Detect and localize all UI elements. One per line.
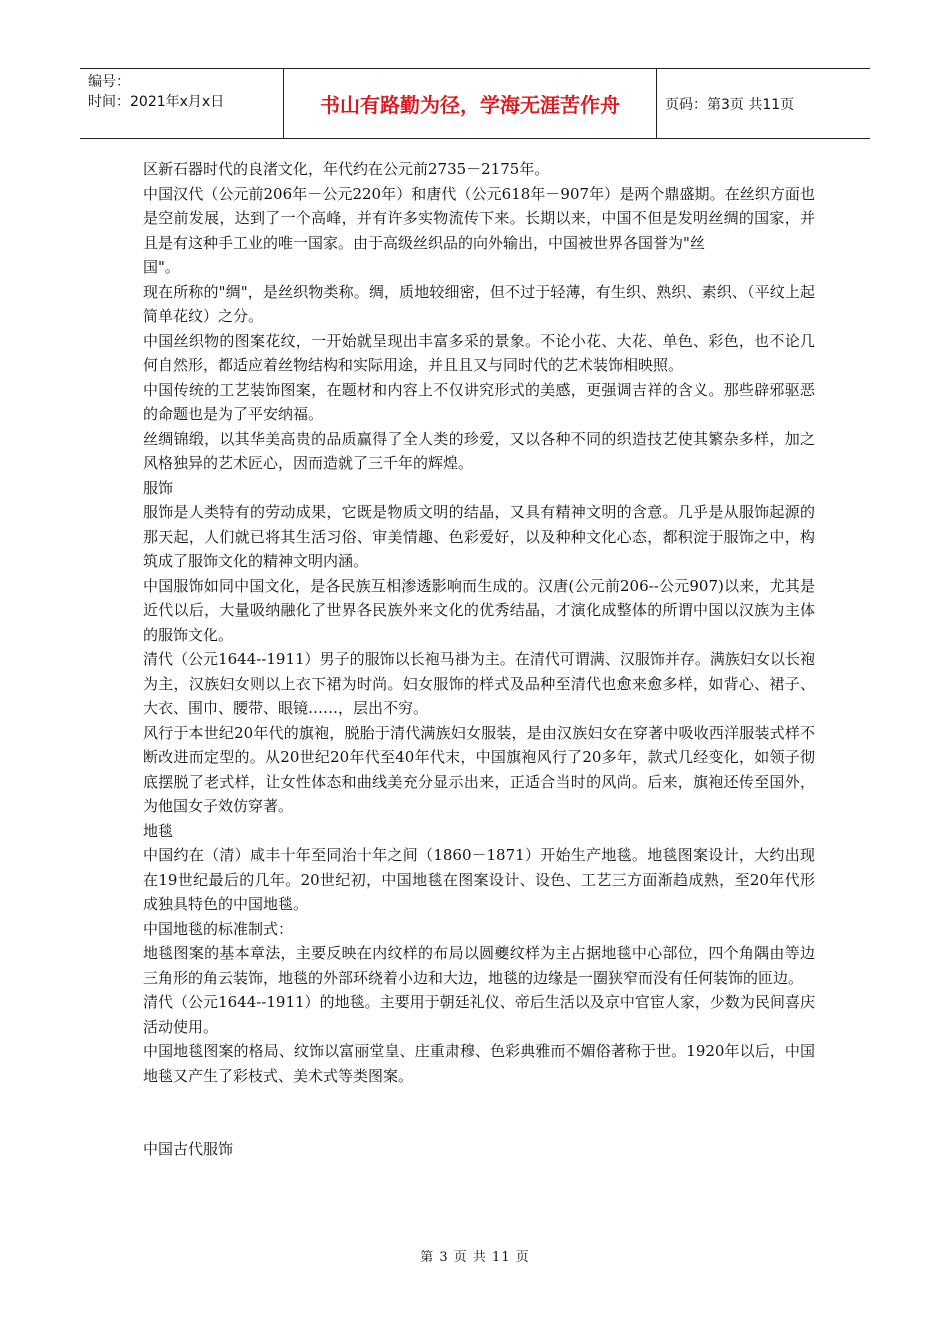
document-number-label: 编号：	[88, 74, 130, 90]
paragraph: 中国汉代（公元前206年－公元220年）和唐代（公元618年－907年）是两个鼎盛期。在丝织方面也是空前发展，达到了一个高峰，并有许多实物流传下来。长期以来，中国不但是发明丝绸的国家，并且是有这种手工业的唯一国家。由于高级丝织品的向外输出，中国被世界各国誉为"丝	[143, 184, 815, 252]
paragraph: 中国约在（清）咸丰十年至同治十年之间（1860－1871）开始生产地毯。地毯图案设计，大约出现在19世纪最后的几年。20世纪初，中国地毯在图案设计、设色、工艺三方面渐趋成熟，至20年代形成独具特色的中国地毯。	[143, 846, 815, 913]
paragraph: 中国传统的工艺装饰图案，在题材和内容上不仅讲究形式的美感，更强调吉祥的含义。那些辟邪驱恶的命题也是为了平安纳福。	[143, 380, 815, 423]
section-heading: 地毯	[143, 821, 174, 840]
paragraph: 中国地毯的标准制式：	[143, 919, 294, 938]
paragraph: 现在所称的"绸"，是丝织物类称。绸，质地较细密，但不过于轻薄，有生织、熟织、素织、（平纹上起简单花纹）之分。	[143, 282, 815, 325]
paragraph: 区新石器时代的良渚文化，年代约在公元前2735－2175年。	[143, 160, 550, 178]
paragraph: 清代（公元1644--1911）男子的服饰以长袍马褂为主。在清代可谓满、汉服饰并存。满族妇女以长袍为主，汉族妇女则以上衣下裙为时尚。妇女服饰的样式及品种至清代也愈来愈多样，如背心、裙子、大衣、围巾、腰带、眼镜……，层出不穷。	[143, 650, 815, 717]
paragraph: 服饰是人类特有的劳动成果，它既是物质文明的结晶，又具有精神文明的含意。几乎是从服饰起源的那天起，人们就已将其生活习俗、审美情趣、色彩爱好，以及种种文化心态，都积淀于服饰之中，构筑成了服饰文化的精神文明内涵。	[143, 503, 815, 570]
header-page-number: 页码：第3页 共11页	[665, 96, 795, 113]
paragraph: 国"。	[143, 258, 180, 276]
section-heading: 服饰	[143, 478, 174, 497]
paragraph: 风行于本世纪20年代的旗袍，脱胎于清代满族妇女服装，是由汉族妇女在穿著中吸收西洋服装式样不断改进而定型的。从20世纪20年代至40年代末，中国旗袍风行了20多年，款式几经变化，如领子彻底摆脱了老式样，让女性体态和曲线美充分显示出来，正适合当时的风尚。后来，旗袍还传至国外，为他国女子效仿穿著。	[143, 723, 815, 815]
page-header	[80, 68, 870, 139]
paragraph: 丝绸锦缎，以其华美高贵的品质赢得了全人类的珍爱，又以各种不同的织造技艺使其繁杂多样，加之风格独异的艺术匠心，因而造就了三千年的辉煌。	[143, 429, 815, 472]
header-motto: 书山有路勤为径，学海无涯苦作舟	[284, 69, 657, 138]
document-body	[143, 157, 815, 1162]
paragraph: 中国丝织物的图案花纹，一开始就呈现出丰富多采的景象。不论小花、大花、单色、彩色，也不论几何自然形，都适应着丝物结构和实际用途，并且且又与同时代的艺术装饰相映照。	[143, 331, 815, 374]
header-meta	[80, 69, 284, 138]
paragraph: 清代（公元1644--1911）的地毯。主要用于朝廷礼仪、帝后生活以及京中官宦人家，少数为民间喜庆活动使用。	[143, 993, 815, 1036]
paragraph: 中国服饰如同中国文化，是各民族互相渗透影响而生成的。汉唐(公元前206--公元907)以来，尤其是近代以后，大量吸纳融化了世界各民族外来文化的优秀结晶，才演化成整体的所谓中国以汉族为主体的服饰文化。	[143, 576, 815, 644]
document-date: 时间：2021年x月x日	[88, 94, 225, 110]
paragraph: 中国地毯图案的格局、纹饰以富丽堂皇、庄重肃穆、色彩典雅而不媚俗著称于世。1920年以后，中国地毯又产生了彩枝式、美术式等类图案。	[143, 1042, 815, 1085]
paragraph: 地毯图案的基本章法，主要反映在内纹样的布局以圆夔纹样为主占据地毯中心部位，四个角隅由等边三角形的角云装饰，地毯的外部环绕着小边和大边，地毯的边缘是一圈狭窄而没有任何装饰的匝边。	[143, 944, 815, 987]
spacer	[143, 1088, 815, 1137]
section-heading: 中国古代服饰	[143, 1140, 234, 1158]
page-footer: 第 3 页 共 11 页	[420, 1250, 530, 1265]
